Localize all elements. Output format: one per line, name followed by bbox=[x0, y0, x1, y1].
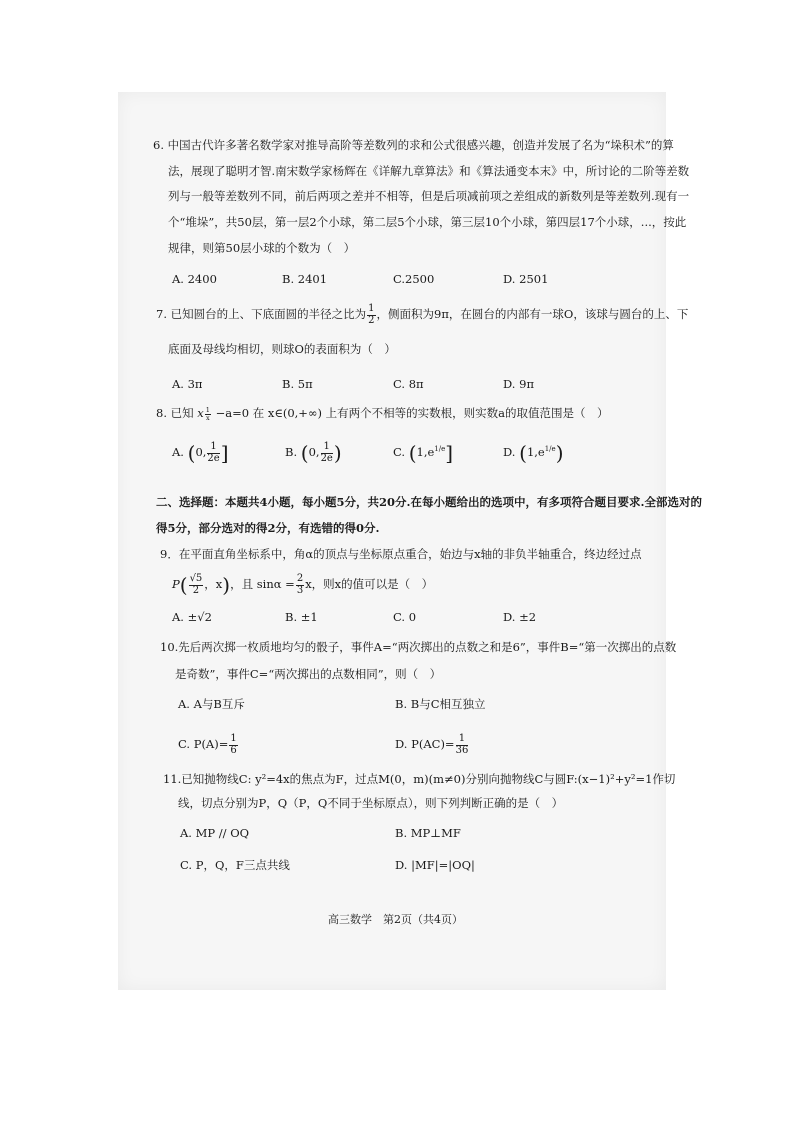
q8-b-den: 2e bbox=[320, 452, 333, 464]
q7-option-a: A. 3π bbox=[172, 377, 203, 391]
q8-a-zero: 0, bbox=[195, 445, 207, 459]
q8-a-num: 1 bbox=[207, 442, 219, 454]
q9-option-a: A. ±√2 bbox=[172, 610, 212, 624]
q9-point-label: P bbox=[172, 577, 180, 591]
q7-option-c: C. 8π bbox=[393, 377, 424, 391]
q8-d-left-bracket: ( bbox=[519, 441, 527, 465]
q6-line-3: 列与一般等差数列不同，前后两项之差并不相等，但是后项减前项之差组成的新数列是等差数列.现有一 bbox=[168, 189, 690, 203]
q7-frac-den: 2 bbox=[368, 314, 375, 326]
q8-exponent bbox=[205, 407, 211, 422]
page-footer: 高三数学 第2页（共4页） bbox=[328, 913, 463, 926]
q7-option-b: B. 5π bbox=[282, 377, 313, 391]
q10-option-c bbox=[178, 734, 239, 756]
q9-sin-text: ，且 sinα = bbox=[230, 577, 295, 591]
q9-sin-fraction bbox=[296, 574, 304, 596]
q6-option-c: C.2500 bbox=[393, 272, 435, 286]
q9-p-rest: ，x bbox=[204, 577, 223, 591]
q10-line-2: 是奇数”，事件C=“两次掷出的点数相同”，则（ ） bbox=[175, 667, 442, 681]
q6-line-2: 法，展现了聪明才智.南宋数学家杨辉在《详解九章算法》和《算法通变本末》中，所讨论的二阶等差数 bbox=[168, 164, 690, 178]
q8-a-left-bracket: ( bbox=[187, 441, 196, 465]
q8-option-a bbox=[172, 440, 229, 466]
q8-c-left-bracket: ( bbox=[408, 441, 417, 465]
q10-c-pre: C. P(A)= bbox=[178, 737, 229, 751]
q9-tail: x，则x的值可以是（ ） bbox=[305, 577, 434, 591]
q10-line-1: 10.先后两次掷一枚质地均匀的骰子，事件A=“两次掷出的点数之和是6”，事件B=“第一次掷出的点数 bbox=[160, 640, 677, 654]
q8-a-fraction bbox=[207, 442, 219, 464]
q9-option-b: B. ±1 bbox=[285, 610, 318, 624]
q6-option-d: D. 2501 bbox=[503, 272, 549, 286]
q9-option-d: D. ±2 bbox=[503, 610, 537, 624]
q8-base: x bbox=[197, 406, 204, 420]
q10-option-b: B. B与C相互独立 bbox=[395, 697, 486, 711]
q7-text-a: 7. 已知圆台的上、下底面圆的半径之比为 bbox=[156, 307, 367, 321]
q8-b-zero: 0, bbox=[308, 445, 320, 459]
q10-d-den: 36 bbox=[455, 744, 469, 756]
q8-a-den: 2e bbox=[207, 452, 220, 464]
q6-option-b: B. 2401 bbox=[282, 272, 328, 286]
q8-d-exponent: 1/e bbox=[544, 445, 556, 454]
q10-d-fraction bbox=[456, 734, 469, 756]
q8-b-fraction bbox=[321, 442, 333, 464]
q8-exp-den: x bbox=[206, 413, 210, 422]
q9-option-c: C. 0 bbox=[393, 610, 417, 624]
q10-c-fraction bbox=[229, 734, 237, 756]
q10-d-pre: D. P(AC)= bbox=[395, 737, 455, 751]
q9-p-den: 2 bbox=[192, 584, 200, 596]
q10-option-a: A. A与B互斥 bbox=[178, 697, 245, 711]
q9-p-num: √5 bbox=[189, 573, 203, 584]
q8-c-label: C. bbox=[393, 445, 406, 459]
q8-a-label: A. bbox=[172, 445, 184, 459]
q10-c-num: 1 bbox=[230, 733, 237, 744]
q9-s-den: 3 bbox=[296, 584, 304, 596]
q8-c-right-bracket: ] bbox=[445, 441, 454, 465]
q8-d-right-bracket: ) bbox=[555, 441, 564, 465]
q8-option-d bbox=[503, 440, 564, 466]
q8-b-left-bracket: ( bbox=[300, 441, 309, 465]
q8-c-value: 1,e bbox=[416, 445, 435, 459]
q11-option-b: B. MP⊥MF bbox=[395, 826, 461, 840]
section2-line-1: 二、选择题：本题共4小题，每小题5分，共20分.在每小题给出的选项中，有多项符合题目要求.全部选对的 bbox=[156, 495, 703, 509]
q6-line-4: 个“堆垛”，共50层，第一层2个小球，第二层5个小球，第三层10个小球，第四层17个小球，...，按此 bbox=[168, 215, 687, 229]
q8-d-label: D. bbox=[503, 445, 516, 459]
q8-exp-num: 1 bbox=[205, 406, 210, 415]
q8-pre: 8. 已知 bbox=[156, 406, 194, 420]
q11-line-1: 11.已知抛物线C: y²=4x的焦点为F，过点M(0，m)(m≠0)分别向抛物线C与圆F:(x−1)²+y²=1作切 bbox=[163, 772, 676, 786]
q9-line-2: P( $\frac{√5}{2}$ ，x)，且 sinα = $\frac{2}{3}$ x，则x的值可以是（ ） bbox=[172, 573, 434, 597]
q11-option-a: A. MP // OQ bbox=[180, 826, 250, 840]
q9-line-1: 9．在平面直角坐标系中，角α的顶点与坐标原点重合，始边与x轴的非负半轴重合，终边经过点 bbox=[160, 547, 642, 561]
q11-option-c: C. P，Q，F三点共线 bbox=[180, 858, 290, 872]
q8-b-right-bracket: ) bbox=[333, 441, 342, 465]
q7-line-1 bbox=[156, 304, 688, 326]
q8-stem bbox=[156, 406, 609, 422]
section2-line-2: 得5分，部分选对的得2分，有选错的得0分. bbox=[156, 521, 380, 535]
q8-a-right-bracket: ] bbox=[220, 441, 229, 465]
q8-b-label: B. bbox=[285, 445, 298, 459]
q8-b-num: 1 bbox=[321, 442, 333, 454]
q6-line-5: 规律，则第50层小球的个数为（ ） bbox=[168, 241, 356, 255]
q9-s-num: 2 bbox=[296, 573, 304, 584]
q8-mid: −a=0 在 x∈(0,+∞) 上有两个不相等的实数根，则实数a的取值范围是（ ） bbox=[215, 406, 609, 420]
q8-option-c bbox=[393, 440, 453, 466]
q8-option-b bbox=[285, 440, 342, 466]
q8-c-exponent: 1/e bbox=[434, 445, 446, 454]
q10-d-num: 1 bbox=[456, 734, 469, 746]
q7-line-2: 底面及母线均相切，则球O的表面积为（ ） bbox=[168, 342, 396, 356]
q7-option-d: D. 9π bbox=[503, 377, 534, 391]
q10-option-d bbox=[395, 734, 469, 756]
q7-text-b: ，侧面积为9π，在圆台的内部有一球O，该球与圆台的上、下 bbox=[376, 307, 689, 321]
q6-line-1: 6. 中国古代许多著名数学家对推导高阶等差数列的求和公式很感兴趣，创造并发展了名为“垛积术”的算 bbox=[153, 138, 674, 152]
q9-point-x-fraction bbox=[189, 574, 204, 596]
q6-option-a: A. 2400 bbox=[172, 272, 217, 286]
q7-frac-num: 1 bbox=[368, 303, 375, 314]
q7-ratio-fraction bbox=[367, 304, 375, 326]
q11-line-2: 线，切点分别为P，Q（P，Q不同于坐标原点），则下列判断正确的是（ ） bbox=[178, 796, 564, 810]
q11-option-d: D. |MF|=|OQ| bbox=[395, 858, 475, 872]
q10-c-den: 6 bbox=[230, 744, 237, 756]
q8-d-value: 1,e bbox=[526, 445, 545, 459]
